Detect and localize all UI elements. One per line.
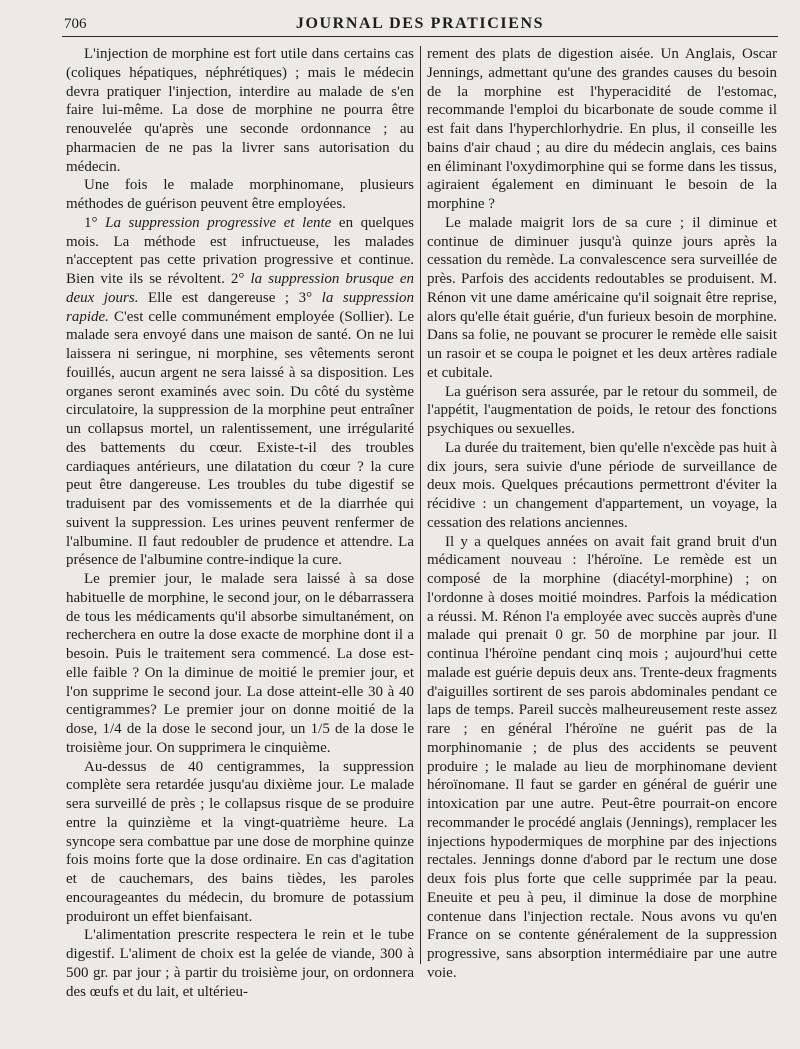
paragraph-au-dessus-40: Au-dessus de 40 centigrammes, la suppression complète sera retardée jusqu'au dixième jour. Le malade sera surveillé de près ; le collapsus risque de se produire entre la quinzième et la vingt-quatrième heure. La syncope sera combattue par une dose de morphine quinze fois moins forte que la dose ordinaire. En cas d'agitation et de cauchemars, des bains tièdes, les paroles encourageantes du médecin, du bromure de potassium produiront un effet bienfaisant. bbox=[66, 758, 414, 925]
method-brusque-title: la suppression brusque en deux jours. bbox=[66, 271, 414, 306]
method-text-2: Elle est dangereuse ; 3° bbox=[138, 289, 322, 306]
paragraph-methodes-guerison: Une fois le malade morphinomane, plusieurs méthodes de guérison peuvent être employées. bbox=[66, 177, 414, 212]
right-column bbox=[427, 45, 777, 983]
paragraph-alimentation: L'alimentation prescrite respectera le rein et le tube digestif. L'aliment de choix est la gelée de viande, 300 à 500 gr. par jour ; à partir du troisième jour, on ordonnera des œufs et du lait, et ultérieu- bbox=[66, 927, 414, 1000]
method-progressive-title: La suppression progressive et lente bbox=[105, 214, 332, 231]
method-text-3: C'est celle communément employée (Sollier). Le malade sera envoyé dans une maison de santé. On ne lui laissera ni seringue, ni morphine, ses vêtements seront fouillés, aucun argent ne sera laissé à sa disposition. Les organes seront examinés avec soin. Du côté du système circulatoire, la suppression de la morphine peut entraîner un collapsus mortel, un ralentissement, une irrégularité des battements du cœur. Existe-t-il des troubles cardiaques antérieurs, une dilatation du cœur ? la cure peut être dangereuse. Les troubles du tube digestif se traduisent par des vomissements et de la diarrhée qui suivent la suppression. Les urines peuvent renfermer de l'albumine. Il faut redoubler de prudence et attendre. La présence de l'albumine contre-indique la cure. bbox=[66, 308, 414, 569]
method-one-number: 1° bbox=[84, 214, 106, 231]
column-divider bbox=[420, 46, 421, 964]
paragraph-guerison-assuree: La guérison sera assurée, par le retour du sommeil, de l'appétit, l'augmentation de poids, le retour des fonctions psychiques ou sexuelles. bbox=[427, 383, 777, 437]
paragraph-malade-maigrit: Le malade maigrit lors de sa cure ; il diminue et continue de diminuer jusqu'à quinze jours après la cessation du remède. La convalescence sera surveillée de près. Parfois des accidents redoutables se produisent. M. Rénon vit une dame américaine qu'il soignait être reprise, alors qu'elle était guérie, d'un furieux besoin de morphine. Dans sa folie, ne pouvant se procurer le remède elle saisit un rasoir et se coupa le poignet et les deux artères radiale et cubitale. bbox=[427, 214, 777, 381]
method-rapide-title: la suppression rapide. bbox=[66, 289, 414, 325]
paragraph-jennings: rement des plats de digestion aisée. Un Anglais, Oscar Jennings, admettant qu'une des grandes causes du besoin de la morphine est l'hyperacidité de l'estomac, recommande l'emploi du bicarbonate de soude comme il est fait dans l'hyperchlorhydrie. En plus, il conseille les bains d'air chaud ; au dire du médecin anglais, ces bains en éliminant l'oxydimorphine qui se forme dans les tissus, agiraient également en diminuant le besoin de la morphine ? bbox=[427, 46, 777, 212]
method-text-1: en quelques mois. La méthode est infructueuse, les malades n'acceptent pas cette privation progressive et continue. Bien vite ils se révoltent. 2° bbox=[66, 214, 415, 287]
page-number: 706 bbox=[64, 16, 87, 32]
paragraph-premier-jour: Le premier jour, le malade sera laissé à sa dose habituelle de morphine, le second jour, on le débarrassera de tous les médicaments qu'il absorbe simultanément, on recherchera en outre la dose exacte de morphine dont il a besoin. Puis le traitement sera commencé. La dose est-elle faible ? On la diminue de moitié le premier jour, et l'on supprime le second jour. La dose atteint-elle 30 à 40 centigrammes? Le premier jour on donne moitié de la dose, 1/4 de la dose le second jour, un 1/5 de la dose le troisième jour. On supprimera le cinquième. bbox=[66, 571, 414, 756]
paragraph-injection-morphine: L'injection de morphine est fort utile dans certains cas (coliques hépatiques, néphrétiques) ; mais le médecin devra pratiquer l'injection, interdire au malade de s'en faire lui-même. La dose de morphine ne pourra être renouvelée qu'après une seconde ordonnance ; au pharmacien de ne pas la livrer sans autorisation du médecin. bbox=[66, 46, 414, 175]
paragraph-duree-traitement: La durée du traitement, bien qu'elle n'excède pas huit à dix jours, sera suivie d'une période de surveillance de deux mois. Quelques précautions permettront d'éviter la récidive : un changement d'appartement, un voyage, la cessation des relations anciennes. bbox=[427, 439, 777, 531]
paragraph-suppression-methods bbox=[66, 214, 414, 570]
left-column bbox=[66, 45, 414, 1001]
page-header bbox=[62, 12, 778, 37]
paragraph-heroine: Il y a quelques années on avait fait grand bruit d'un médicament nouveau : l'héroïne. Le remède est un composé de la morphine (diacétyl-morphine) ; on l'ordonne à doses moitié moindres. Parfois la médication a réussi. M. Rénon l'a employée avec succès auprès d'une malade qui prenait 0 gr. 50 de morphine par jour. Il continua l'héroïne pendant cinq mois ; aujourd'hui cette malade est guérie depuis deux ans. Trente-deux fragments d'aiguilles sortirent de ses parois abdominales pendant ce laps de temps. Pareil succès malheureusement reste assez rare ; en général l'héroïne ne guérit pas de la morphinomanie ; de plus des accidents se peuvent produire ; le malade au lieu de morphinomane devient héroïnomane. Il faut se garder en général de guérir une intoxication par une autre. Peut-être pourrait-on encore recommander le procédé anglais (Jennings), remplacer les injections hypodermiques de morphine par des injections rectales. Jennings donne d'abord par le rectum une dose deux fois plus forte que celle supprimée par la peau. Eneuite et peu à peu, il diminue la dose de morphine contenue dans l'injection rectale. Nous avons vu qu'en France on se contente généralement de la suppression progressive, sans absorption intermédiaire par une autre voie. bbox=[427, 533, 777, 981]
running-title: JOURNAL DES PRATICIENS bbox=[295, 15, 545, 32]
